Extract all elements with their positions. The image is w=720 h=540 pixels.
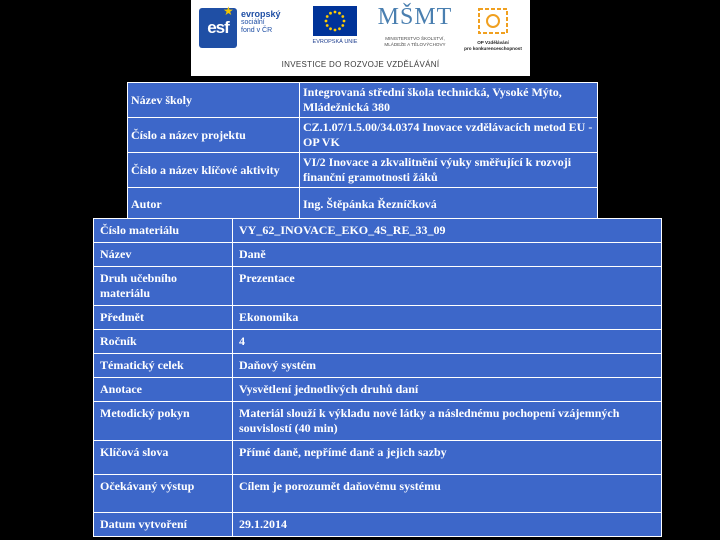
msmt-mark: MŠMT	[377, 4, 453, 30]
material-value: 29.1.2014	[233, 513, 662, 537]
material-key: Datum vytvoření	[94, 513, 233, 537]
project-value-school: Integrovaná střední škola technická, Vysoké Mýto, Mládežnická 380	[300, 83, 598, 118]
material-value: Daně	[233, 243, 662, 267]
table-row	[128, 153, 598, 188]
table-row	[94, 475, 662, 513]
esf-logo-text	[241, 10, 303, 36]
msmt-label	[377, 36, 453, 48]
op-mark-icon	[476, 6, 510, 36]
esf-logo	[199, 6, 303, 50]
table-row	[128, 83, 598, 118]
op-logo	[461, 6, 525, 51]
msmt-line-2: MLÁDEŽE A TĚLOVÝCHOVY	[384, 42, 446, 47]
table-row	[94, 219, 662, 243]
op-label	[461, 40, 525, 51]
esf-mark: esf	[199, 8, 237, 48]
table-row	[94, 267, 662, 306]
table-row	[94, 354, 662, 378]
material-key: Ročník	[94, 330, 233, 354]
material-value: Vysvětlení jednotlivých druhů daní	[233, 378, 662, 402]
table-row	[94, 243, 662, 267]
table-row	[94, 306, 662, 330]
material-value: Cílem je porozumět daňovému systému	[233, 475, 662, 513]
eu-label: EVROPSKÁ UNIE	[312, 39, 358, 45]
material-key: Předmět	[94, 306, 233, 330]
material-value: Ekonomika	[233, 306, 662, 330]
material-info-table	[93, 218, 662, 537]
project-value-activity: VI/2 Inovace a zkvalitnění výuky směřující k rozvoji finanční gramotnosti žáků	[300, 153, 598, 188]
table-row	[94, 330, 662, 354]
material-value: Přímé daně, nepřímé daně a jejich sazby	[233, 441, 662, 475]
project-value-project: CZ.1.07/1.5.00/34.0374 Inovace vzdělávacích metod EU - OP VK	[300, 118, 598, 153]
esf-line-2: sociální	[241, 18, 265, 26]
material-value: 4	[233, 330, 662, 354]
logo-banner	[191, 0, 530, 76]
material-value: Prezentace	[233, 267, 662, 306]
material-key: Klíčová slova	[94, 441, 233, 475]
table-row	[94, 513, 662, 537]
table-row	[128, 118, 598, 153]
msmt-logo	[377, 4, 453, 48]
op-line-2: pro konkurenceschopnost	[464, 45, 522, 51]
banner-tagline: INVESTICE DO ROZVOJE VZDĚLÁVÁNÍ	[281, 60, 440, 69]
material-key: Anotace	[94, 378, 233, 402]
op-line-1: OP Vzdělávání	[477, 40, 509, 45]
material-value: VY_62_INOVACE_EKO_4S_RE_33_09	[233, 219, 662, 243]
table-row	[94, 441, 662, 475]
table-row	[128, 188, 598, 221]
material-key: Název	[94, 243, 233, 267]
project-key-author: Autor	[128, 188, 300, 221]
project-key-activity: Číslo a název klíčové aktivity	[128, 153, 300, 188]
material-key: Druh učebního materiálu	[94, 267, 233, 306]
material-key: Očekávaný výstup	[94, 475, 233, 513]
star-icon: ★	[223, 4, 234, 18]
eu-logo	[308, 6, 362, 45]
project-key-school: Název školy	[128, 83, 300, 118]
msmt-line-1: MINISTERSTVO ŠKOLSTVÍ,	[385, 36, 445, 41]
esf-line-1: evropský	[241, 9, 281, 19]
table-row	[94, 402, 662, 441]
project-value-author: Ing. Štěpánka Řezníčková	[300, 188, 598, 221]
material-key: Metodický pokyn	[94, 402, 233, 441]
project-key-project: Číslo a název projektu	[128, 118, 300, 153]
project-info-table	[127, 82, 598, 221]
esf-line-3: fond v ČR	[241, 27, 273, 34]
eu-flag-icon	[313, 6, 357, 36]
material-key: Tématický celek	[94, 354, 233, 378]
table-row	[94, 378, 662, 402]
material-value: Daňový systém	[233, 354, 662, 378]
material-key: Číslo materiálu	[94, 219, 233, 243]
material-value: Materiál slouží k výkladu nové látky a následnému pochopení vzájemných souvislostí (40 min)	[233, 402, 662, 441]
